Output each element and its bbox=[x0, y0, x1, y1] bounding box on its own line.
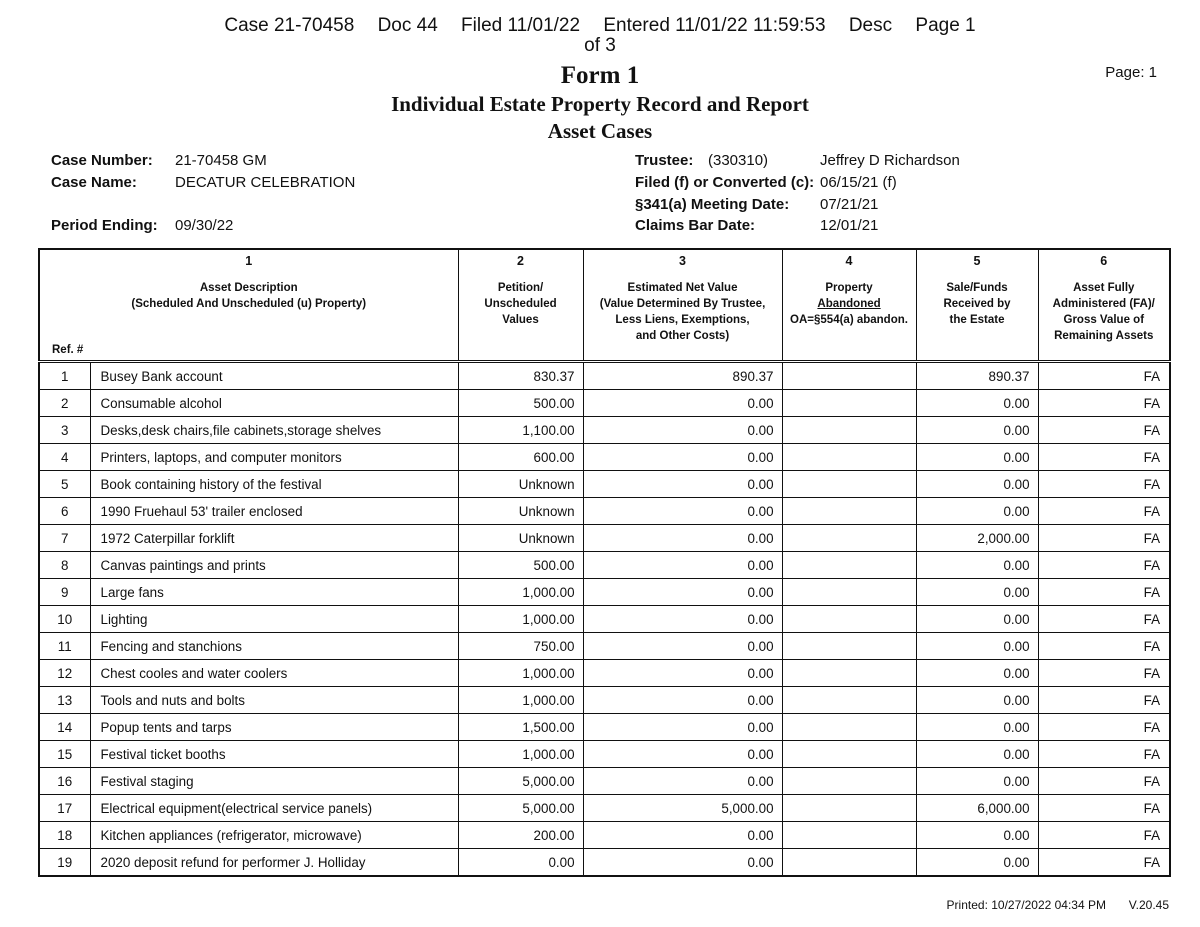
row-net-value: 0.00 bbox=[583, 525, 782, 552]
row-petition-value: 200.00 bbox=[458, 822, 583, 849]
row-received: 0.00 bbox=[916, 768, 1038, 795]
row-description: Festival staging bbox=[90, 768, 458, 795]
row-petition-value: 750.00 bbox=[458, 633, 583, 660]
filed-value: 06/15/21 (f) bbox=[820, 174, 897, 191]
table-row bbox=[39, 633, 1170, 660]
table-row bbox=[39, 498, 1170, 525]
row-net-value: 0.00 bbox=[583, 714, 782, 741]
row-net-value: 0.00 bbox=[583, 741, 782, 768]
row-description: Book containing history of the festival bbox=[90, 471, 458, 498]
row-net-value: 0.00 bbox=[583, 849, 782, 877]
row-received: 0.00 bbox=[916, 849, 1038, 877]
row-received: 890.37 bbox=[916, 362, 1038, 390]
table-row bbox=[39, 390, 1170, 417]
table-row bbox=[39, 687, 1170, 714]
stamp-doc: Doc 44 bbox=[377, 15, 438, 36]
row-administered: FA bbox=[1038, 362, 1170, 390]
trustee-label: Trustee: bbox=[635, 152, 694, 169]
row-petition-value: 1,000.00 bbox=[458, 660, 583, 687]
trustee-id: (330310) bbox=[708, 152, 769, 169]
row-ref: 2 bbox=[39, 390, 90, 417]
meeting-date: 07/21/21 bbox=[820, 196, 879, 213]
row-ref: 18 bbox=[39, 822, 90, 849]
row-petition-value: 500.00 bbox=[458, 390, 583, 417]
row-net-value: 0.00 bbox=[583, 660, 782, 687]
row-ref: 16 bbox=[39, 768, 90, 795]
row-received: 0.00 bbox=[916, 552, 1038, 579]
row-description: 1972 Caterpillar forklift bbox=[90, 525, 458, 552]
stamp-entered: Entered 11/01/22 11:59:53 bbox=[603, 15, 826, 36]
table-row bbox=[39, 849, 1170, 877]
column-header-row bbox=[39, 268, 1170, 362]
row-administered: FA bbox=[1038, 579, 1170, 606]
row-description: Large fans bbox=[90, 579, 458, 606]
row-received: 0.00 bbox=[916, 660, 1038, 687]
row-administered: FA bbox=[1038, 741, 1170, 768]
row-administered: FA bbox=[1038, 444, 1170, 471]
row-administered: FA bbox=[1038, 768, 1170, 795]
row-net-value: 0.00 bbox=[583, 471, 782, 498]
case-name: DECATUR CELEBRATION bbox=[175, 174, 356, 191]
row-received: 0.00 bbox=[916, 741, 1038, 768]
col-number-6: 6 bbox=[1038, 249, 1170, 268]
row-petition-value: 0.00 bbox=[458, 849, 583, 877]
row-petition-value: Unknown bbox=[458, 471, 583, 498]
row-abandoned bbox=[782, 417, 916, 444]
row-petition-value: 1,500.00 bbox=[458, 714, 583, 741]
table-row bbox=[39, 579, 1170, 606]
row-abandoned bbox=[782, 741, 916, 768]
row-description: Fencing and stanchions bbox=[90, 633, 458, 660]
stamp-case: Case 21-70458 bbox=[224, 15, 355, 36]
col-header-administered: Asset Fully Administered (FA)/ Gross Value of Remaining Assets bbox=[1038, 268, 1170, 362]
row-ref: 6 bbox=[39, 498, 90, 525]
row-received: 0.00 bbox=[916, 579, 1038, 606]
row-administered: FA bbox=[1038, 660, 1170, 687]
row-abandoned bbox=[782, 822, 916, 849]
col-header-petition: Petition/ Unscheduled Values bbox=[458, 268, 583, 362]
row-received: 0.00 bbox=[916, 417, 1038, 444]
row-description: Printers, laptops, and computer monitors bbox=[90, 444, 458, 471]
table-row bbox=[39, 471, 1170, 498]
row-abandoned bbox=[782, 471, 916, 498]
row-net-value: 0.00 bbox=[583, 444, 782, 471]
row-ref: 17 bbox=[39, 795, 90, 822]
table-row bbox=[39, 525, 1170, 552]
row-net-value: 0.00 bbox=[583, 606, 782, 633]
row-petition-value: 5,000.00 bbox=[458, 795, 583, 822]
column-number-row bbox=[39, 249, 1170, 268]
col-number-3: 3 bbox=[583, 249, 782, 268]
row-description: Kitchen appliances (refrigerator, microwave) bbox=[90, 822, 458, 849]
case-number-label: Case Number: bbox=[51, 152, 153, 169]
claims-bar-date: 12/01/21 bbox=[820, 217, 879, 234]
row-ref: 9 bbox=[39, 579, 90, 606]
row-received: 0.00 bbox=[916, 606, 1038, 633]
col-number-5: 5 bbox=[916, 249, 1038, 268]
row-net-value: 0.00 bbox=[583, 579, 782, 606]
row-abandoned bbox=[782, 606, 916, 633]
trustee-name: Jeffrey D Richardson bbox=[820, 152, 960, 169]
row-received: 0.00 bbox=[916, 822, 1038, 849]
table-row bbox=[39, 362, 1170, 390]
row-petition-value: Unknown bbox=[458, 498, 583, 525]
row-abandoned bbox=[782, 660, 916, 687]
table-row bbox=[39, 795, 1170, 822]
claims-label: Claims Bar Date: bbox=[635, 217, 756, 234]
row-administered: FA bbox=[1038, 525, 1170, 552]
row-abandoned bbox=[782, 579, 916, 606]
row-net-value: 890.37 bbox=[583, 362, 782, 390]
row-petition-value: 1,100.00 bbox=[458, 417, 583, 444]
row-abandoned bbox=[782, 362, 916, 390]
row-administered: FA bbox=[1038, 498, 1170, 525]
row-ref: 10 bbox=[39, 606, 90, 633]
printed-timestamp: Printed: 10/27/2022 04:34 PM bbox=[946, 898, 1106, 912]
row-received: 0.00 bbox=[916, 471, 1038, 498]
row-description: Desks,desk chairs,file cabinets,storage shelves bbox=[90, 417, 458, 444]
row-net-value: 0.00 bbox=[583, 390, 782, 417]
table-row bbox=[39, 768, 1170, 795]
row-description: 2020 deposit refund for performer J. Holliday bbox=[90, 849, 458, 877]
row-net-value: 0.00 bbox=[583, 822, 782, 849]
row-petition-value: 600.00 bbox=[458, 444, 583, 471]
row-petition-value: 1,000.00 bbox=[458, 741, 583, 768]
row-received: 0.00 bbox=[916, 633, 1038, 660]
col-header-description: Asset Description (Scheduled And Unscheduled (u) Property) Ref. # bbox=[39, 268, 458, 362]
row-ref: 3 bbox=[39, 417, 90, 444]
row-petition-value: 830.37 bbox=[458, 362, 583, 390]
row-administered: FA bbox=[1038, 471, 1170, 498]
row-administered: FA bbox=[1038, 714, 1170, 741]
row-petition-value: 1,000.00 bbox=[458, 606, 583, 633]
row-description: Canvas paintings and prints bbox=[90, 552, 458, 579]
row-received: 0.00 bbox=[916, 714, 1038, 741]
row-administered: FA bbox=[1038, 606, 1170, 633]
row-petition-value: 1,000.00 bbox=[458, 579, 583, 606]
row-abandoned bbox=[782, 552, 916, 579]
row-ref: 12 bbox=[39, 660, 90, 687]
row-description: Tools and nuts and bolts bbox=[90, 687, 458, 714]
col-header-net-value: Estimated Net Value (Value Determined By Trustee, Less Liens, Exemptions, and Other Costs) bbox=[583, 268, 782, 362]
stamp-desc: Desc bbox=[848, 15, 893, 36]
row-ref: 1 bbox=[39, 362, 90, 390]
row-administered: FA bbox=[1038, 822, 1170, 849]
period-label: Period Ending: bbox=[51, 217, 158, 234]
row-ref: 11 bbox=[39, 633, 90, 660]
row-abandoned bbox=[782, 390, 916, 417]
stamp-filed: Filed 11/01/22 bbox=[461, 15, 581, 36]
row-administered: FA bbox=[1038, 849, 1170, 877]
row-abandoned bbox=[782, 633, 916, 660]
filed-label: Filed (f) or Converted (c): bbox=[635, 174, 815, 191]
row-description: Electrical equipment(electrical service panels) bbox=[90, 795, 458, 822]
table-row bbox=[39, 822, 1170, 849]
row-received: 6,000.00 bbox=[916, 795, 1038, 822]
case-name-label: Case Name: bbox=[51, 174, 137, 191]
row-administered: FA bbox=[1038, 390, 1170, 417]
row-description: Lighting bbox=[90, 606, 458, 633]
period-ending: 09/30/22 bbox=[175, 217, 234, 234]
row-abandoned bbox=[782, 525, 916, 552]
row-ref: 14 bbox=[39, 714, 90, 741]
row-ref: 4 bbox=[39, 444, 90, 471]
table-row bbox=[39, 741, 1170, 768]
table-row bbox=[39, 552, 1170, 579]
row-ref: 15 bbox=[39, 741, 90, 768]
report-title: Individual Estate Property Record and Report bbox=[391, 92, 809, 116]
col-header-received: Sale/Funds Received by the Estate bbox=[916, 268, 1038, 362]
row-ref: 19 bbox=[39, 849, 90, 877]
row-ref: 7 bbox=[39, 525, 90, 552]
table-row bbox=[39, 606, 1170, 633]
row-net-value: 0.00 bbox=[583, 768, 782, 795]
table-row bbox=[39, 714, 1170, 741]
case-number: 21-70458 GM bbox=[175, 152, 267, 169]
row-ref: 8 bbox=[39, 552, 90, 579]
table-row bbox=[39, 660, 1170, 687]
row-net-value: 0.00 bbox=[583, 687, 782, 714]
stamp-page: Page 1 bbox=[915, 15, 976, 36]
asset-table bbox=[38, 248, 1171, 877]
row-abandoned bbox=[782, 444, 916, 471]
row-description: Popup tents and tarps bbox=[90, 714, 458, 741]
row-received: 2,000.00 bbox=[916, 525, 1038, 552]
row-abandoned bbox=[782, 498, 916, 525]
col-number-4: 4 bbox=[782, 249, 916, 268]
filing-stamp bbox=[0, 15, 1200, 37]
row-administered: FA bbox=[1038, 552, 1170, 579]
col-number-1: 1 bbox=[39, 249, 458, 268]
row-description: Chest cooles and water coolers bbox=[90, 660, 458, 687]
row-abandoned bbox=[782, 795, 916, 822]
row-net-value: 0.00 bbox=[583, 498, 782, 525]
meeting-label: §341(a) Meeting Date: bbox=[635, 196, 790, 213]
col-number-2: 2 bbox=[458, 249, 583, 268]
row-received: 0.00 bbox=[916, 390, 1038, 417]
row-administered: FA bbox=[1038, 687, 1170, 714]
row-received: 0.00 bbox=[916, 498, 1038, 525]
form-title: Form 1 bbox=[560, 62, 640, 89]
row-petition-value: 5,000.00 bbox=[458, 768, 583, 795]
row-description: 1990 Fruehaul 53' trailer enclosed bbox=[90, 498, 458, 525]
row-description: Busey Bank account bbox=[90, 362, 458, 390]
row-net-value: 0.00 bbox=[583, 417, 782, 444]
row-administered: FA bbox=[1038, 633, 1170, 660]
row-description: Festival ticket booths bbox=[90, 741, 458, 768]
table-row bbox=[39, 444, 1170, 471]
row-abandoned bbox=[782, 714, 916, 741]
row-petition-value: 1,000.00 bbox=[458, 687, 583, 714]
row-net-value: 5,000.00 bbox=[583, 795, 782, 822]
row-description: Consumable alcohol bbox=[90, 390, 458, 417]
col-header-abandoned: Property Abandoned OA=§554(a) abandon. bbox=[782, 268, 916, 362]
stamp-of: of 3 bbox=[584, 35, 616, 56]
row-ref: 5 bbox=[39, 471, 90, 498]
row-petition-value: 500.00 bbox=[458, 552, 583, 579]
report-subtitle: Asset Cases bbox=[547, 119, 653, 143]
row-ref: 13 bbox=[39, 687, 90, 714]
row-net-value: 0.00 bbox=[583, 633, 782, 660]
row-abandoned bbox=[782, 849, 916, 877]
row-administered: FA bbox=[1038, 417, 1170, 444]
col-header-ref: Ref. # bbox=[52, 344, 84, 356]
row-abandoned bbox=[782, 768, 916, 795]
row-received: 0.00 bbox=[916, 444, 1038, 471]
row-received: 0.00 bbox=[916, 687, 1038, 714]
version-label: V.20.45 bbox=[1128, 898, 1169, 912]
row-net-value: 0.00 bbox=[583, 552, 782, 579]
table-row bbox=[39, 417, 1170, 444]
row-abandoned bbox=[782, 687, 916, 714]
page-label: Page: 1 bbox=[1105, 64, 1157, 81]
row-petition-value: Unknown bbox=[458, 525, 583, 552]
row-administered: FA bbox=[1038, 795, 1170, 822]
